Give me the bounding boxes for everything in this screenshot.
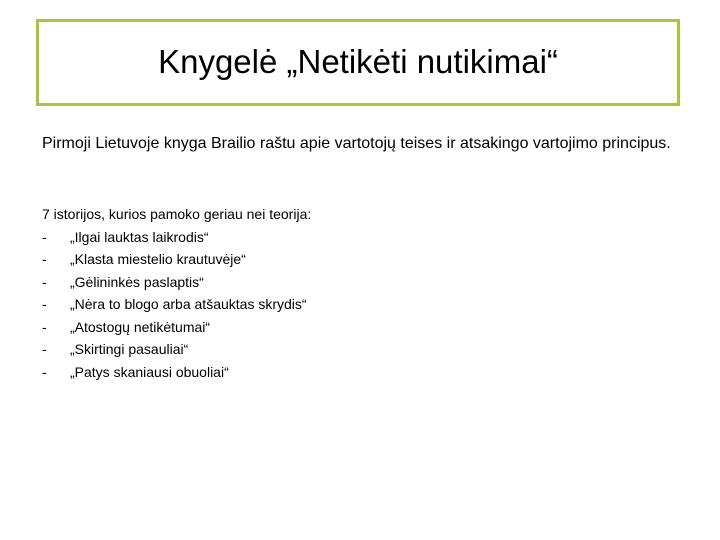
story-list	[42, 226, 682, 384]
story-item	[42, 248, 682, 271]
story-item	[42, 316, 682, 339]
title-box	[36, 19, 680, 106]
bullet-dash: -	[42, 318, 47, 335]
story-item	[42, 271, 682, 294]
stories-heading: 7 istorijos, kurios pamoko geriau nei teorija:	[42, 206, 312, 222]
story-title: „Skirtingi pasauliai“	[70, 341, 189, 357]
bullet-dash: -	[42, 273, 47, 290]
story-item	[42, 361, 682, 384]
story-title: „Gėlininkės paslaptis“	[70, 273, 204, 290]
story-item	[42, 338, 682, 361]
story-title: „Patys skaniausi obuoliai“	[70, 363, 229, 380]
slide-title: Knygelė „Netikėti nutikimai“	[158, 43, 558, 80]
stories-section	[42, 203, 682, 383]
bullet-dash: -	[42, 363, 47, 380]
story-title: „Nėra to blogo arba atšauktas skrydis“	[70, 296, 307, 312]
story-title: „Ilgai lauktas laikrodis“	[70, 228, 209, 245]
bullet-dash: -	[42, 296, 47, 312]
bullet-dash: -	[42, 251, 47, 267]
story-title: „Klasta miestelio krautuvėje“	[70, 251, 246, 267]
intro-paragraph: Pirmoji Lietuvoje knyga Brailio raštu apie vartotojų teises ir atsakingo vartojimo principus.	[42, 135, 671, 152]
bullet-dash: -	[42, 341, 47, 357]
bullet-dash: -	[42, 228, 47, 245]
story-item	[42, 226, 682, 249]
story-item	[42, 293, 682, 316]
story-title: „Atostogų netikėtumai“	[70, 318, 211, 335]
